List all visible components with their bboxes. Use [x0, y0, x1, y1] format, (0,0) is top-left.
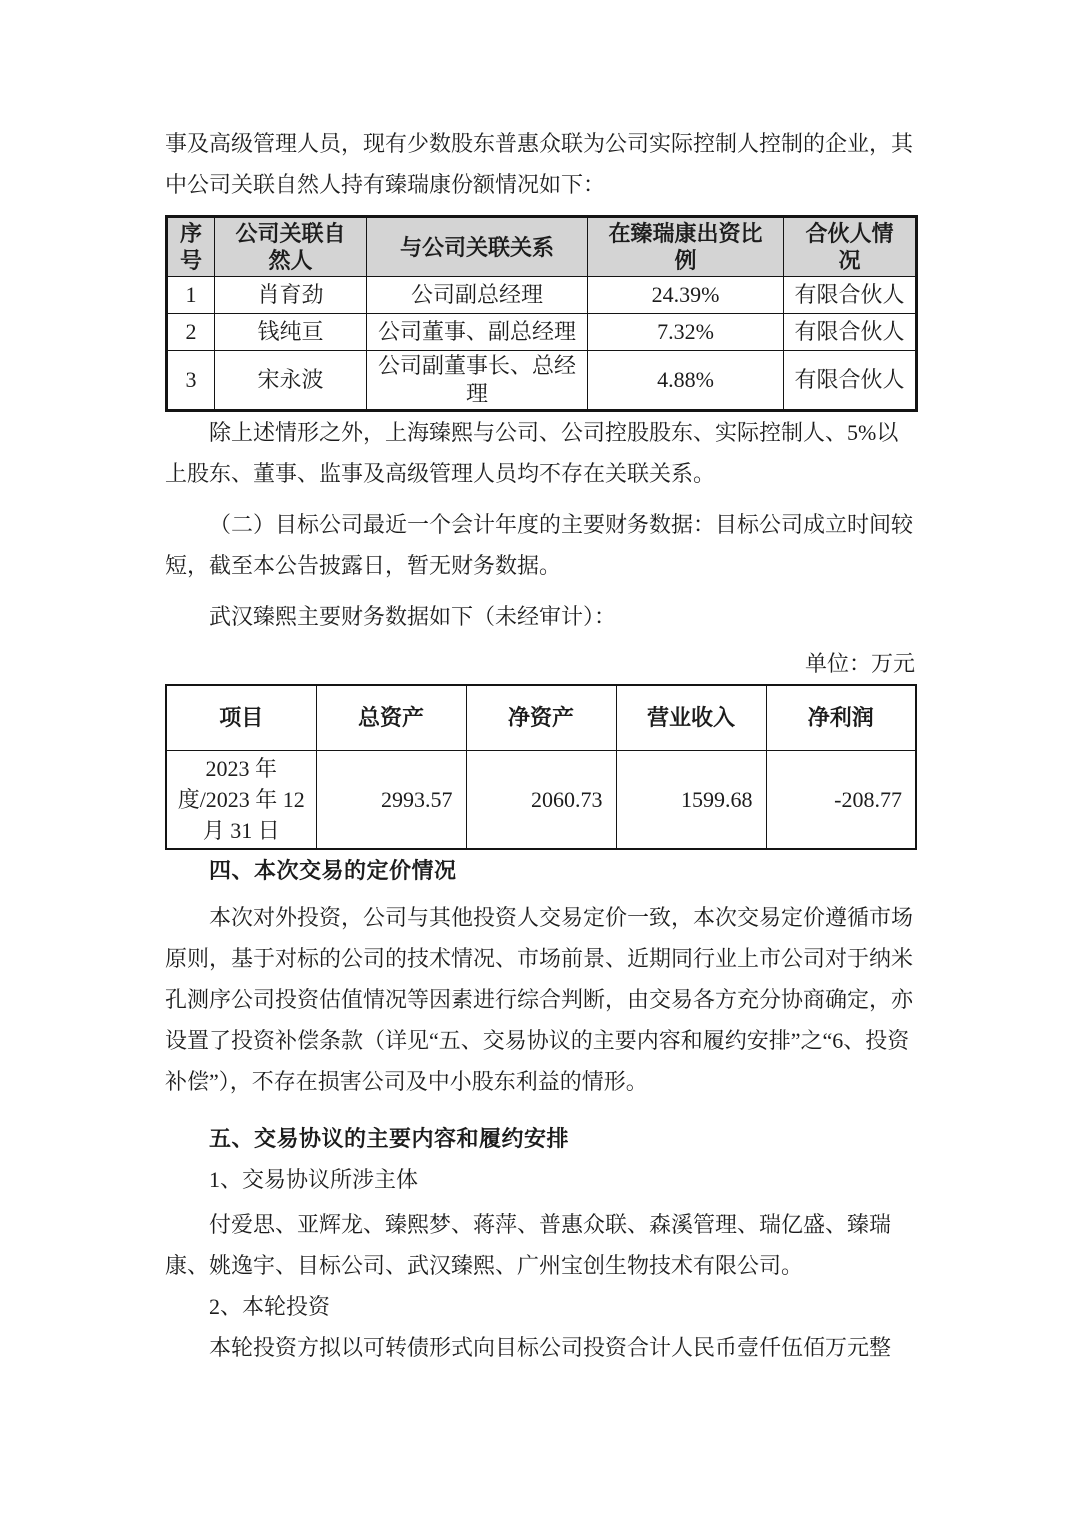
item2-title: 2、本轮投资	[209, 1294, 331, 1319]
related-party-table	[165, 215, 918, 412]
item2-paragraph: 本轮投资方拟以可转债形式向目标公司投资合计人民币壹仟伍佰万元整	[209, 1335, 892, 1360]
table-cell: 公司副总经理	[367, 277, 588, 314]
table-cell: 钱纯亘	[215, 314, 367, 351]
column-header: 合伙人情况	[784, 217, 917, 277]
table-cell: 2993.57	[316, 751, 466, 850]
table-row	[167, 277, 917, 314]
column-header: 净利润	[766, 685, 916, 751]
table-cell: 1599.68	[616, 751, 766, 850]
table-cell: 有限合伙人	[784, 314, 917, 351]
table-cell: 4.88%	[588, 351, 784, 411]
table-cell: 肖育劲	[215, 277, 367, 314]
column-header: 序号	[167, 217, 215, 277]
table-cell: 公司副董事长、总经理	[367, 351, 588, 411]
column-header: 项目	[166, 685, 316, 751]
table-header-row	[166, 685, 916, 751]
table-cell: 3	[167, 351, 215, 411]
table-cell: 2	[167, 314, 215, 351]
table-cell: 1	[167, 277, 215, 314]
section5-heading: 五、交易协议的主要内容和履约安排	[209, 1126, 570, 1151]
table-header-row	[167, 217, 917, 277]
table-cell: 有限合伙人	[784, 277, 917, 314]
table-row	[166, 751, 916, 850]
column-header: 营业收入	[616, 685, 766, 751]
wuhan-intro-paragraph: 武汉臻熙主要财务数据如下（未经审计）：	[209, 604, 617, 629]
table-cell: 2060.73	[466, 751, 616, 850]
document-content	[165, 123, 915, 1368]
intro-paragraph: 事及高级管理人员，现有少数股东普惠众联为公司实际控制人控制的企业，其中公司关联自然人持有臻瑞康份额情况如下：	[165, 131, 914, 197]
item1-paragraph: 付爱思、亚辉龙、臻熙梦、蒋萍、普惠众联、森溪管理、瑞亿盛、臻瑞康、姚逸宇、目标公司、武汉臻熙、广州宝创生物技术有限公司。	[165, 1212, 892, 1278]
section4-heading: 四、本次交易的定价情况	[209, 858, 457, 883]
table-cell: -208.77	[766, 751, 916, 850]
table-cell: 有限合伙人	[784, 351, 917, 411]
table-cell: 2023 年度/2023 年 12 月 31 日	[166, 751, 316, 850]
table-row	[167, 351, 917, 411]
section4-paragraph: 本次对外投资，公司与其他投资人交易定价一致，本次交易定价遵循市场原则，基于对标的公司的技术情况、市场前景、近期同行业上市公司对于纳米孔测序公司投资估值情况等因素进行综合判断，由交易各方充分协商确定，亦设置了投资补偿条款（详见“五、交易协议的主要内容和履约安排”之“6、投资补偿”），不存在损害公司及中小股东利益的情形。	[165, 905, 914, 1094]
column-header: 与公司关联关系	[367, 217, 588, 277]
financial-table	[165, 684, 917, 850]
no-relation-paragraph: 除上述情形之外，上海臻熙与公司、公司控股股东、实际控制人、5%以上股东、董事、监事及高级管理人员均不存在关联关系。	[165, 420, 899, 486]
table-row	[167, 314, 917, 351]
column-header: 公司关联自然人	[215, 217, 367, 277]
item1-title: 1、交易协议所涉主体	[209, 1167, 419, 1192]
column-header: 总资产	[316, 685, 466, 751]
column-header: 在臻瑞康出资比例	[588, 217, 784, 277]
table-cell: 宋永波	[215, 351, 367, 411]
table-cell: 24.39%	[588, 277, 784, 314]
column-header: 净资产	[466, 685, 616, 751]
table-cell: 7.32%	[588, 314, 784, 351]
table-cell: 公司董事、副总经理	[367, 314, 588, 351]
unit-label: 单位：万元	[804, 651, 915, 676]
financial-note-paragraph: （二）目标公司最近一个会计年度的主要财务数据：目标公司成立时间较短，截至本公告披露日，暂无财务数据。	[165, 512, 914, 578]
